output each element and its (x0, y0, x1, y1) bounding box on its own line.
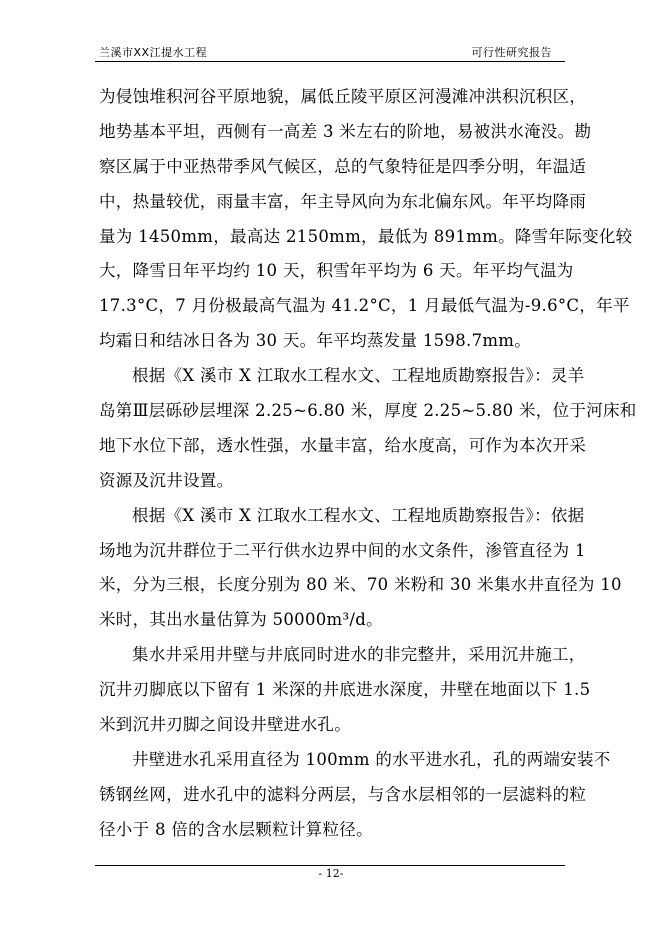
header-report-type: 可行性研究报告 (471, 46, 552, 59)
text-line: 根据《X 溪市 X 江取水工程水文、工程地质勘察报告》：依据 (132, 505, 585, 525)
text-line: 地势基本平坦，西侧有一高差 3 米左右的阶地，易被洪水淹没。勘 (99, 121, 592, 141)
text-line: 井壁进水孔采用直径为 100mm 的水平进水孔，孔的两端安装不 (132, 749, 611, 769)
text-line: 资源及沉井设置。 (99, 470, 234, 490)
text-line: 岛第Ⅲ层砾砂层埋深 2.25~6.80 米，厚度 2.25~5.80 米，位于河床和 (99, 401, 637, 421)
body-text (99, 80, 637, 848)
text-line: 地下水位下部，透水性强，水量丰富，给水度高，可作为本次开采 (99, 435, 587, 455)
page-number: - 12- (318, 867, 344, 880)
text-line: 中，热量较优，雨量丰富，年主导风向为东北偏东风。年平均降雨 (99, 191, 587, 211)
text-line: 场地为沉井群位于二平行供水边界中间的水文条件，渗管直径为 1 (99, 540, 586, 560)
text-line: 沉井刃脚底以下留有 1 米深的井底进水深度，井壁在地面以下 1.5 (99, 680, 591, 700)
text-line: 锈钢丝网，进水孔中的滤料分两层，与含水层相邻的一层滤料的粒 (99, 784, 587, 804)
text-line: 米到沉井刃脚之间设井壁进水孔。 (99, 715, 351, 735)
header-project-title: 兰溪市XX江提水工程 (99, 46, 208, 59)
text-line: 米，分为三根，长度分别为 80 米、70 米粉和 30 米集水井直径为 10 (99, 575, 622, 595)
text-line: 为侵蚀堆积河谷平原地貌，属低丘陵平原区河漫滩冲洪积沉积区， (99, 87, 587, 106)
text-line: 集水井采用井壁与井底同时进水的非完整井，采用沉井施工， (132, 645, 586, 665)
text-line: 17.3°C，7 月份极最高气温为 41.2°C，1 月最低气温为-9.6°C，年平 (99, 296, 630, 316)
text-line: 米时，其出水量估算为 50000m³/d。 (99, 610, 383, 630)
text-line: 察区属于中亚热带季风气候区，总的气象特征是四季分明，年温适 (99, 156, 587, 176)
header-rule (95, 61, 565, 62)
text-line: 大，降雪日年平均约 10 天，积雪年平均为 6 天。年平均气温为 (99, 261, 574, 281)
text-line: 径小于 8 倍的含水层颗粒计算粒径。 (99, 819, 373, 839)
footer-rule (95, 865, 565, 866)
text-line: 量为 1450mm，最高达 2150mm，最低为 891mm。降雪年际变化较 (99, 226, 633, 246)
text-line: 根据《X 溪市 X 江取水工程水文、工程地质勘察报告》：灵羊 (132, 366, 585, 386)
text-line: 均霜日和结冰日各为 30 天。年平均蒸发量 1598.7mm。 (99, 331, 532, 351)
